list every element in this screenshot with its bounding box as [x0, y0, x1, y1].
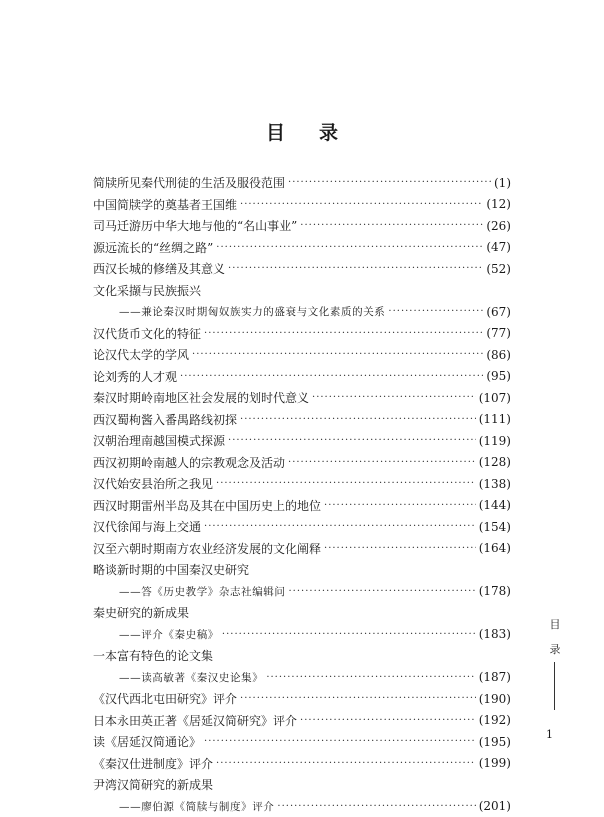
toc-entry-subtitle[interactable]	[93, 301, 511, 323]
toc-entry-title: ——廖伯源《简牍与制度》评介	[119, 799, 274, 814]
toc-entry-page: (178)	[479, 584, 511, 598]
leader-dots	[289, 586, 476, 597]
toc-entry[interactable]	[93, 387, 511, 409]
leader-dots	[300, 715, 476, 726]
leader-dots	[180, 371, 483, 382]
leader-dots	[324, 543, 476, 554]
toc-entry-page: (183)	[479, 627, 511, 641]
leader-dots	[240, 199, 483, 210]
toc-entry-title: 汉代货币文化的特征	[93, 325, 201, 342]
toc-entry[interactable]	[93, 366, 511, 388]
toc-entry-title: 西汉长城的修缮及其意义	[93, 260, 225, 277]
toc-entry-page: (107)	[479, 391, 511, 405]
toc-entry-title: 文化采撷与民族振兴	[93, 282, 201, 299]
toc-entry-page: (52)	[486, 262, 511, 276]
toc-entry-page: (187)	[479, 670, 511, 684]
table-of-contents	[93, 172, 511, 817]
toc-entry[interactable]	[93, 753, 511, 775]
toc-entry-heading[interactable]	[93, 280, 511, 302]
leader-dots	[288, 457, 476, 468]
leader-dots	[228, 263, 483, 274]
toc-entry-title: 简牍所见秦代刑徒的生活及服役范围	[93, 174, 285, 191]
toc-entry-title: 一本富有特色的论文集	[93, 647, 213, 664]
toc-entry-title: 《秦汉仕进制度》评介	[93, 755, 213, 772]
toc-entry-page: (154)	[479, 520, 511, 534]
toc-entry-page: (190)	[479, 692, 511, 706]
toc-entry-title: 源远流长的“丝绸之路”	[93, 239, 213, 256]
toc-entry-title: 读《居延汉简通论》	[93, 733, 201, 750]
leader-dots	[216, 242, 483, 253]
leader-dots	[266, 672, 475, 683]
leader-dots	[216, 478, 476, 489]
toc-entry-title: 《汉代西北屯田研究》评介	[93, 690, 237, 707]
toc-entry-title: 尹湾汉简研究的新成果	[93, 776, 213, 793]
leader-dots	[228, 435, 476, 446]
toc-entry[interactable]	[93, 473, 511, 495]
toc-entry[interactable]	[93, 495, 511, 517]
toc-entry-title: ——评介《秦史稿》	[119, 627, 219, 642]
toc-entry[interactable]	[93, 215, 511, 237]
leader-dots	[277, 801, 475, 812]
toc-entry-title: 略谈新时期的中国秦汉史研究	[93, 561, 249, 578]
toc-entry-page: (199)	[479, 756, 511, 770]
toc-entry-heading[interactable]	[93, 774, 511, 796]
toc-entry-page: (138)	[479, 477, 511, 491]
toc-entry-title: ——兼论秦汉时期匈奴族实力的盛衰与文化素质的关系	[119, 304, 385, 319]
leader-dots	[388, 306, 483, 317]
side-tab	[548, 618, 562, 656]
toc-entry[interactable]	[93, 430, 511, 452]
leader-dots	[300, 220, 483, 231]
toc-entry-title: 汉代徐闻与海上交通	[93, 518, 201, 535]
toc-entry[interactable]	[93, 516, 511, 538]
toc-entry[interactable]	[93, 538, 511, 560]
toc-entry-title: 汉至六朝时期南方农业经济发展的文化阐释	[93, 540, 321, 557]
toc-entry-page: (26)	[486, 219, 511, 233]
toc-entry-title: 汉朝治理南越国模式探源	[93, 432, 225, 449]
toc-entry-title: 汉代始安县治所之我见	[93, 475, 213, 492]
toc-entry-heading[interactable]	[93, 559, 511, 581]
side-tab-char: 录	[548, 643, 562, 656]
side-tab-char: 目	[548, 618, 562, 631]
toc-entry-page: (111)	[479, 412, 511, 426]
page-title: 目录	[0, 118, 604, 145]
toc-entry-page: (192)	[479, 713, 511, 727]
leader-dots	[312, 392, 476, 403]
toc-entry-subtitle[interactable]	[93, 667, 511, 689]
toc-entry[interactable]	[93, 172, 511, 194]
toc-entry-title: 西汉时期雷州半岛及其在中国历史上的地位	[93, 497, 321, 514]
toc-entry[interactable]	[93, 237, 511, 259]
leader-dots	[204, 521, 476, 532]
leader-dots	[192, 349, 483, 360]
toc-entry-title: 论刘秀的人才观	[93, 368, 177, 385]
toc-entry-page: (164)	[479, 541, 511, 555]
leader-dots	[216, 758, 476, 769]
toc-entry-subtitle[interactable]	[93, 581, 511, 603]
toc-entry-title: 日本永田英正著《居延汉简研究》评介	[93, 712, 297, 729]
toc-entry-title: 司马迁游历中华大地与他的“名山事业”	[93, 217, 297, 234]
leader-dots	[222, 629, 476, 640]
page-number: 1	[546, 728, 553, 741]
leader-dots	[324, 500, 476, 511]
toc-entry[interactable]	[93, 258, 511, 280]
toc-entry-subtitle[interactable]	[93, 796, 511, 817]
toc-entry[interactable]	[93, 323, 511, 345]
toc-entry-title: 论汉代太学的学风	[93, 346, 189, 363]
toc-entry-page: (86)	[486, 348, 511, 362]
toc-entry[interactable]	[93, 409, 511, 431]
toc-entry-heading[interactable]	[93, 645, 511, 667]
toc-entry-title: 中国简牍学的奠基者王国维	[93, 196, 237, 213]
toc-entry-page: (67)	[486, 305, 511, 319]
toc-entry-page: (201)	[479, 799, 511, 813]
toc-entry-title: ——读高敏著《秦汉史论集》	[119, 670, 263, 685]
toc-entry[interactable]	[93, 344, 511, 366]
toc-entry-page: (12)	[486, 197, 511, 211]
toc-entry-page: (95)	[486, 369, 511, 383]
toc-entry-page: (77)	[486, 326, 511, 340]
toc-entry-page: (1)	[494, 176, 511, 190]
toc-entry[interactable]	[93, 194, 511, 216]
leader-dots	[204, 736, 476, 747]
toc-entry-title: 秦汉时期岭南地区社会发展的划时代意义	[93, 389, 309, 406]
toc-entry-subtitle[interactable]	[93, 624, 511, 646]
toc-entry-page: (47)	[486, 240, 511, 254]
toc-entry-title: 秦史研究的新成果	[93, 604, 189, 621]
toc-entry-title: ——答《历史教学》杂志社编辑问	[119, 584, 286, 599]
leader-dots	[288, 177, 491, 188]
toc-entry[interactable]	[93, 452, 511, 474]
toc-entry-page: (128)	[479, 455, 511, 469]
side-divider	[554, 662, 555, 710]
toc-entry-heading[interactable]	[93, 602, 511, 624]
toc-entry[interactable]	[93, 688, 511, 710]
toc-entry-page: (144)	[479, 498, 511, 512]
toc-entry[interactable]	[93, 731, 511, 753]
toc-entry-page: (119)	[479, 434, 511, 448]
leader-dots	[240, 414, 476, 425]
leader-dots	[204, 328, 483, 339]
toc-entry[interactable]	[93, 710, 511, 732]
toc-entry-page: (195)	[479, 735, 511, 749]
leader-dots	[240, 693, 476, 704]
toc-entry-title: 西汉初期岭南越人的宗教观念及活动	[93, 454, 285, 471]
toc-entry-title: 西汉蜀枸酱入番禺路线初探	[93, 411, 237, 428]
